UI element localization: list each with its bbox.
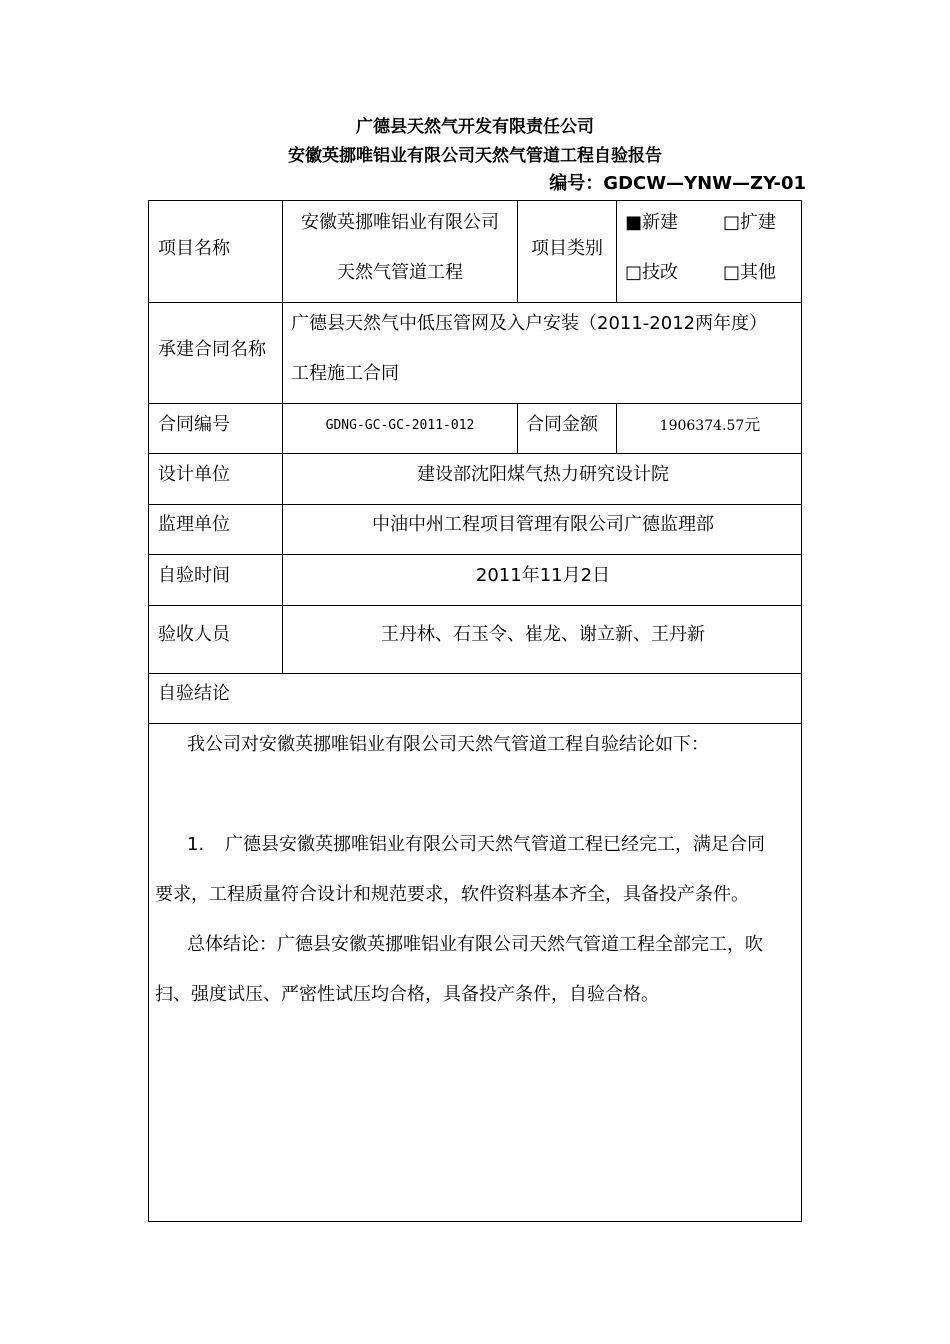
project-type-label: 项目类别 (531, 238, 603, 259)
contract-amount-label: 合同金额 (526, 414, 598, 435)
inspectors-value: 王丹林、石玉令、崔龙、谢立新、王丹新 (381, 624, 705, 645)
inspection-time-value: 2011年11月2日 (475, 565, 611, 586)
contract-name-label: 承建合同名称 (158, 339, 266, 360)
conclusion-item1-line2: 要求，工程质量符合设计和规范要求，软件资料基本齐全，具备投产条件。 (155, 884, 749, 905)
type-renovate-checkbox: □技改 (625, 262, 679, 283)
row-divider (149, 403, 801, 404)
conclusion-label: 自验结论 (158, 683, 230, 704)
project-name-label: 项目名称 (158, 238, 230, 259)
contract-name-line1: 广德县天然气中低压管网及入户安装（2011-2012两年度） (291, 313, 768, 334)
document-number: 编号：GDCW—YNW—ZY-01 (549, 173, 806, 194)
conclusion-item1-number: 1. (187, 834, 205, 855)
row-divider (149, 453, 801, 454)
design-unit-value: 建设部沈阳煤气热力研究设计院 (417, 464, 669, 485)
type-other-checkbox: □其他 (723, 262, 777, 283)
report-table (148, 200, 802, 1222)
row-divider (149, 554, 801, 555)
overall-conclusion-line2: 扫、强度试压、严密性试压均合格，具备投产条件，自验合格。 (155, 984, 659, 1005)
contract-amount-number: 1906374.57 (659, 418, 745, 434)
contract-no-label: 合同编号 (158, 414, 230, 435)
row-divider (149, 302, 801, 303)
conclusion-intro: 我公司对安徽英挪唯铝业有限公司天然气管道工程自验结论如下： (187, 734, 709, 755)
inspection-time-label: 自验时间 (158, 565, 230, 586)
type-expand-checkbox: □扩建 (723, 212, 777, 233)
conclusion-item1-line1: 广德县安徽英挪唯铝业有限公司天然气管道工程已经完工，满足合同 (225, 834, 765, 855)
contract-name-line2: 工程施工合同 (291, 363, 399, 384)
company-title: 广德县天然气开发有限责任公司 (356, 117, 594, 137)
row-divider (149, 504, 801, 505)
column-divider (517, 403, 518, 453)
column-divider (616, 201, 617, 302)
supervision-value: 中油中州工程项目管理有限公司广德监理部 (372, 514, 714, 535)
project-name-line2: 天然气管道工程 (337, 262, 463, 283)
row-divider (149, 605, 801, 606)
contract-no-value: GDNG-GC-GC-2011-012 (325, 418, 475, 433)
overall-conclusion-line1: 总体结论：广德县安徽英挪唯铝业有限公司天然气管道工程全部完工，吹 (187, 934, 763, 955)
supervision-label: 监理单位 (158, 514, 230, 535)
row-divider (149, 673, 801, 674)
design-unit-label: 设计单位 (158, 464, 230, 485)
report-title: 安徽英挪唯铝业有限公司天然气管道工程自验报告 (288, 146, 662, 166)
contract-amount-value (617, 413, 803, 438)
row-divider (149, 723, 801, 724)
inspectors-label: 验收人员 (158, 624, 230, 645)
contract-amount-unit: 元 (744, 415, 761, 434)
type-new-checkbox: ■新建 (625, 212, 679, 233)
project-name-line1: 安徽英挪唯铝业有限公司 (301, 212, 499, 233)
